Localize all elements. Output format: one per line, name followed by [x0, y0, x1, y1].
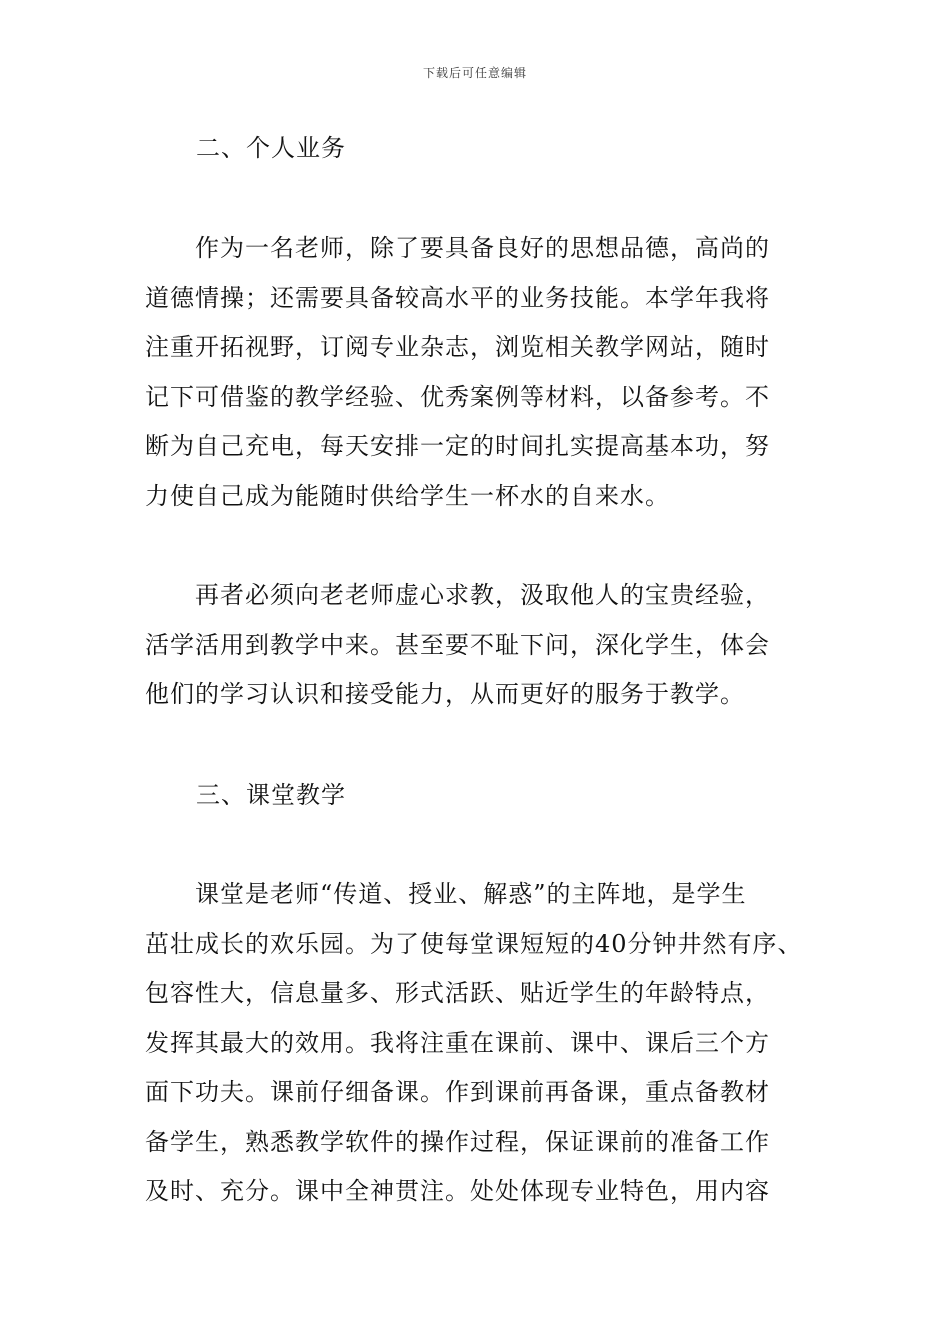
paragraph-professional-skills	[145, 224, 825, 521]
paragraph-line: 断为自己充电，每天安排一定的时间扎实提高基本功，努	[145, 432, 770, 460]
paragraph-line: 活学活用到教学中来。甚至要不耻下问，深化学生，体会	[145, 630, 770, 659]
paragraph-line: 再者必须向老老师虚心求教，汲取他人的宝贵经验，	[145, 581, 770, 609]
paragraph-classroom	[145, 870, 825, 1217]
paragraph-line: 发挥其最大的效用。我将注重在课前、课中、课后三个方	[145, 1028, 770, 1057]
paragraph-line: 作为一名老师，除了要具备良好的思想品德，高尚的	[145, 234, 770, 262]
paragraph-line: 他们的学习认识和接受能力，从而更好的服务于教学。	[145, 680, 745, 708]
paragraph-line: 注重开拓视野，订阅专业杂志，浏览相关教学网站，随时	[145, 333, 770, 361]
paragraph-line: 茁壮成长的欢乐园。为了使每堂课短短的40分钟井然有序、	[145, 929, 803, 958]
paragraph-line: 力使自己成为能随时供给学生一杯水的自来水。	[145, 481, 670, 510]
paragraph-line: 道德情操；还需要具备较高水平的业务技能。本学年我将	[145, 283, 770, 312]
paragraph-learn-from-others	[145, 571, 825, 720]
paragraph-line: 记下可借鉴的教学经验、优秀案例等材料，以备参考。不	[145, 382, 770, 411]
section-heading-classroom-teaching	[145, 771, 825, 821]
paragraph-line: 包容性大，信息量多、形式活跃、贴近学生的年龄特点，	[145, 979, 770, 1007]
section-heading-personal-work	[145, 124, 825, 174]
heading-text: 三、课堂教学	[196, 781, 346, 809]
paragraph-line: 面下功夫。课前仔细备课。作到课前再备课，重点备教材	[145, 1078, 770, 1106]
paragraph-line: 及时、充分。课中全神贯注。处处体现专业特色，用内容	[145, 1177, 770, 1205]
paragraph-line: 课堂是老师“传道、授业、解惑”的主阵地，是学生	[145, 880, 747, 908]
header-note: 下载后可任意编辑	[422, 66, 527, 80]
heading-text: 二、个人业务	[196, 134, 346, 162]
paragraph-line: 备学生，熟悉教学软件的操作过程，保证课前的准备工作	[145, 1127, 770, 1156]
